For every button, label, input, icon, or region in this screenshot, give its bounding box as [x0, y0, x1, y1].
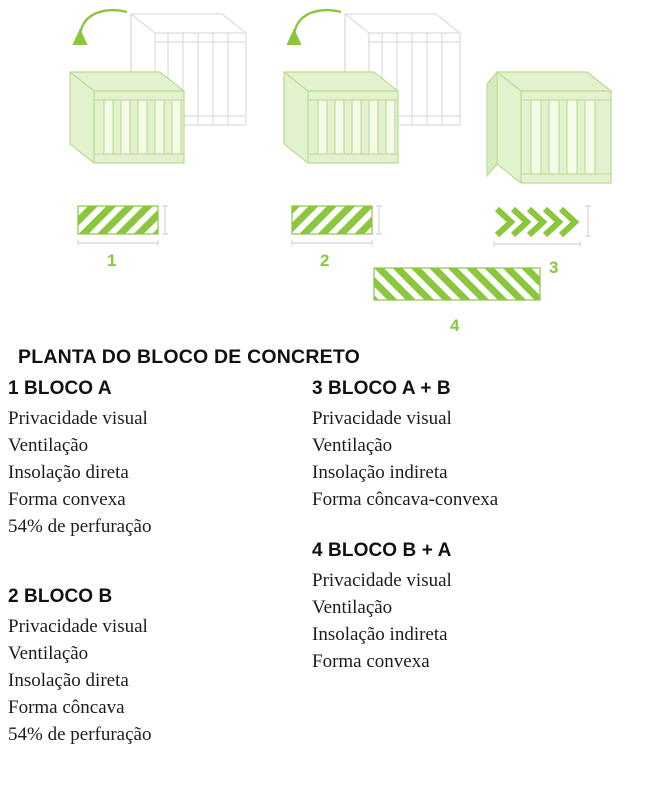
legend-block-bloco-a-mais-b [312, 378, 498, 514]
diagram-number-1: 1 [107, 251, 117, 270]
list-item: Forma côncava [8, 696, 125, 718]
diagram-number-2: 2 [320, 251, 330, 270]
axonometric-block-3-solid [487, 72, 611, 183]
legend-heading-bloco-b: 2 BLOCO B [8, 586, 113, 607]
axonometric-block-2-solid [284, 72, 398, 163]
list-item: 54% de perfuração [8, 515, 152, 537]
legend-list-bloco-b [8, 614, 151, 749]
legend-list-bloco-a [8, 406, 151, 541]
plan-view-2 [292, 206, 382, 246]
list-item: Ventilação [312, 596, 393, 618]
diagram-number-3: 3 [549, 258, 559, 277]
list-item: Ventilação [8, 642, 89, 664]
diagram-svg [0, 0, 647, 340]
legend-list-bloco-a-mais-b [312, 406, 498, 514]
list-item: Forma convexa [312, 650, 430, 672]
list-item: Forma convexa [8, 488, 126, 510]
plan-view-3 [494, 206, 591, 247]
list-item: Ventilação [8, 434, 89, 456]
legend-block-bloco-b-mais-a [312, 540, 452, 676]
plan-view-1 [78, 206, 168, 246]
rotation-arrow-1 [80, 10, 127, 38]
legend-heading-bloco-b-mais-a: 4 BLOCO B + A [312, 540, 452, 561]
rotation-arrow-2 [294, 10, 341, 38]
legend-block-bloco-b [8, 586, 151, 749]
diagram-number-4: 4 [450, 316, 460, 335]
list-item: Ventilação [312, 434, 393, 456]
page-title: PLANTA DO BLOCO DE CONCRETO [18, 346, 360, 368]
list-item: Insolação indireta [312, 461, 448, 483]
plan-view-4 [374, 268, 540, 300]
axonometric-block-1-solid [70, 72, 184, 163]
list-item: Privacidade visual [8, 616, 148, 637]
legend-heading-bloco-a: 1 BLOCO A [8, 378, 112, 399]
legend-text-area [0, 336, 647, 800]
legend-list-bloco-b-mais-a [312, 568, 452, 676]
list-item: Forma côncava-convexa [312, 488, 499, 510]
list-item: Privacidade visual [312, 408, 452, 429]
list-item: Privacidade visual [312, 570, 452, 591]
list-item: Privacidade visual [8, 408, 148, 429]
list-item: Insolação direta [8, 669, 129, 691]
legend-block-bloco-a [8, 378, 151, 541]
legend-heading-bloco-a-mais-b: 3 BLOCO A + B [312, 378, 451, 399]
list-item: 54% de perfuração [8, 723, 152, 745]
list-item: Insolação indireta [312, 623, 448, 645]
block-diagram-illustration [0, 0, 647, 340]
list-item: Insolação direta [8, 461, 129, 483]
